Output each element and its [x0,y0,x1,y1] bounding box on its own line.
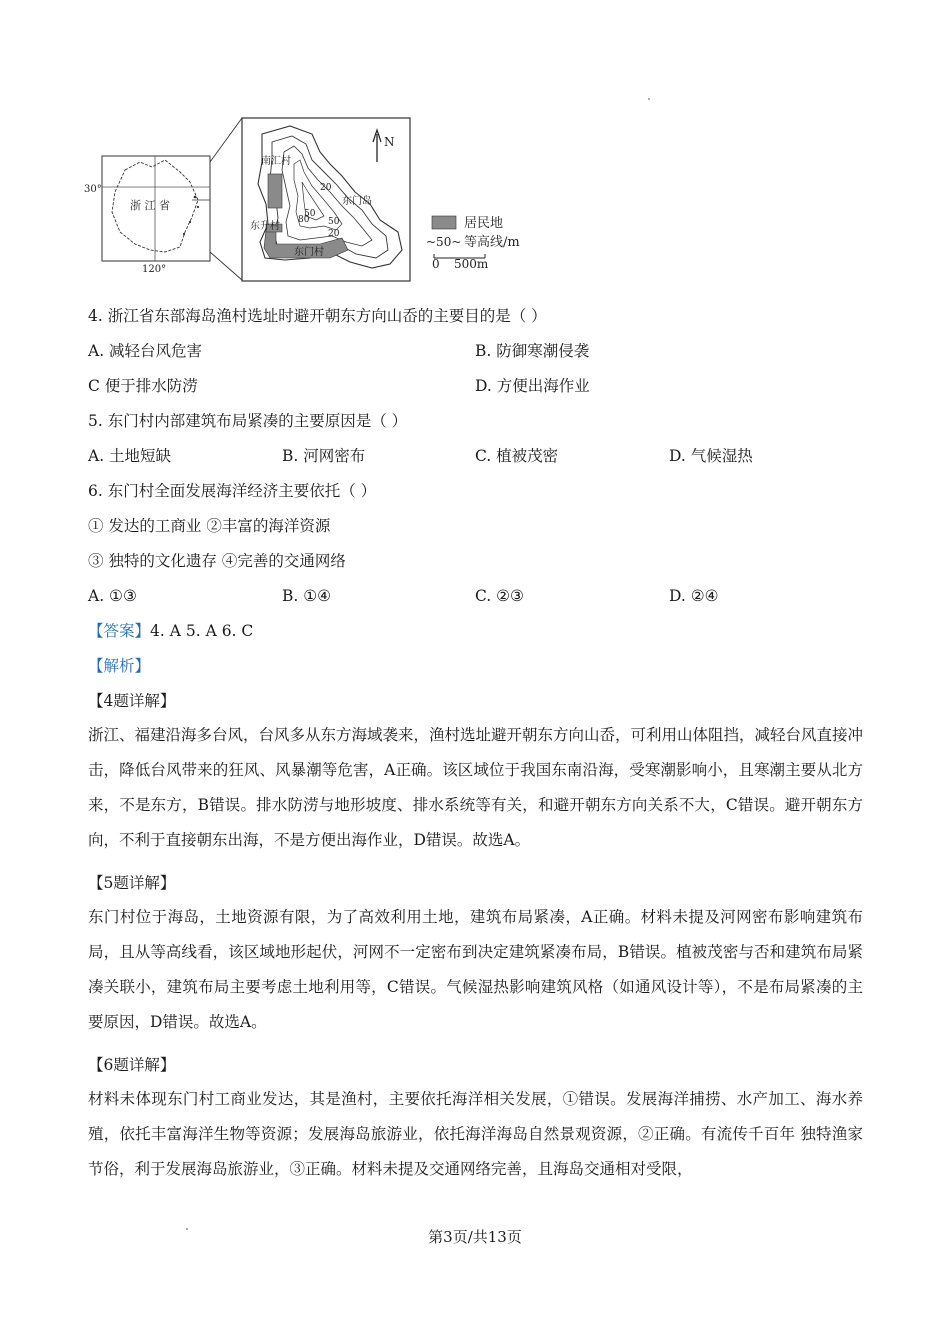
q6-items-2: ③ 独特的文化遗存 ④完善的交通网络 [88,552,346,570]
label-dongsheng: 东升村 [250,221,280,232]
q4-option-a[interactable]: A. 减轻台风危害 [88,342,203,360]
q4-option-c[interactable]: C 便于排水防涝 [88,377,198,395]
answer-line [88,621,253,641]
q6-option-c[interactable]: C. ②③ [475,587,524,605]
q5-stem: 5. 东门村内部建筑布局紧凑的主要原因是（ ） [88,412,408,430]
detail5-body: 东门村位于海岛，土地资源有限，为了高效利用土地，建筑布局紧凑，A正确。材料未提及河网密布影响建筑布局，且从等高线看，该区域地形起伏，河网不一定密布到决定建筑紧凑布局，B错误。植被茂密与否和建筑布局紧凑关联小，建筑布局主要考虑土地利用等，C错误。气候湿热影响建筑风格（如通风设计等），不是布局紧凑的主要原因，D错误。故选A。 [88,908,863,1031]
contour-label-3: 80 [298,215,310,225]
contour-label-4: 50 [328,217,340,227]
page-number: 第3页/共13页 [428,1228,522,1246]
q5-option-b[interactable]: B. 河网密布 [282,447,366,465]
q5-option-d[interactable]: D. 气候湿热 [669,447,753,465]
q6-items-1: ① 发达的工商业 ②丰富的海洋资源 [88,517,331,535]
legend-scale-zero: 0 [432,257,440,271]
residential-nanhui [268,174,282,208]
north-arrow-label: N [384,135,395,149]
answer-label: 【答案】 [88,622,151,640]
answer-text: 4. A 5. A 6. C [150,622,254,640]
contour-label-5: 20 [328,229,340,239]
lat-label: 30° [84,184,102,195]
legend-residential-label: 居民地 [464,216,504,231]
province-label: 浙 江 省 [130,199,170,212]
q5-option-c[interactable]: C. 植被茂密 [475,447,559,465]
analysis-label: 【解析】 [88,657,151,675]
label-dongmen-island: 东门岛 [342,196,372,207]
q6-option-d[interactable]: D. ②④ [669,587,719,605]
label-nanhui: 南汇村 [261,156,291,167]
q6-stem: 6. 东门村全面发展海洋经济主要依托（ ） [88,482,377,500]
lon-label: 120° [142,264,167,275]
q6-option-a[interactable]: A. ①③ [88,587,137,605]
detail6-body: 材料未体现东门村工商业发达，其是渔村，主要依托海洋相关发展，①错误。发展海洋捕捞、水产加工、海水养殖，依托丰富海洋生物等资源；发展海岛旅游业，依托海洋海岛自然景观资源，②正确。有流传千百年 独特渔家节俗，利于发展海岛旅游业，③正确。材料未提及交通网络完善，且海岛交通相对受限， [88,1090,863,1178]
detail4-body: 浙江、福建沿海多台风，台风多从东方海域袭来，渔村选址避开朝东方向山岙，可利用山体阻挡，减轻台风直接冲击，降低台风带来的狂风、风暴潮等危害，A正确。该区域位于我国东南沿海，受寒潮影响小，且寒潮主要从北方来，不是东方，B错误。排水防涝与地形坡度、排水系统等有关，和避开朝东方向关系不大，C错误。避开朝东方向，不利于直接朝东出海，不是方便出海作业，D错误。故选A。 [88,726,864,849]
q4-option-d[interactable]: D. 方便出海作业 [475,377,590,395]
label-dongmen-village: 东门村 [294,247,324,258]
contour-label-2: 50 [304,209,316,219]
map-figure [80,112,540,287]
q6-option-b[interactable]: B. ①④ [282,587,332,605]
legend-contour-label: 等高线/m [464,235,520,250]
detail6-heading: 【6题详解】 [88,1056,176,1074]
q5-option-a[interactable]: A. 土地短缺 [88,447,172,465]
detail5-heading: 【5题详解】 [88,874,176,892]
legend-residential-swatch [432,216,456,229]
contour-label-1: 20 [320,183,332,193]
legend-scale-value: 500m [454,257,489,271]
detail4-heading: 【4题详解】 [88,692,176,710]
q4-stem: 4. 浙江省东部海岛渔村选址时避开朝东方向山岙的主要目的是（ ） [88,307,547,325]
legend-contour-symbol: ~50~ [426,235,462,249]
q4-option-b[interactable]: B. 防御寒潮侵袭 [475,342,590,360]
